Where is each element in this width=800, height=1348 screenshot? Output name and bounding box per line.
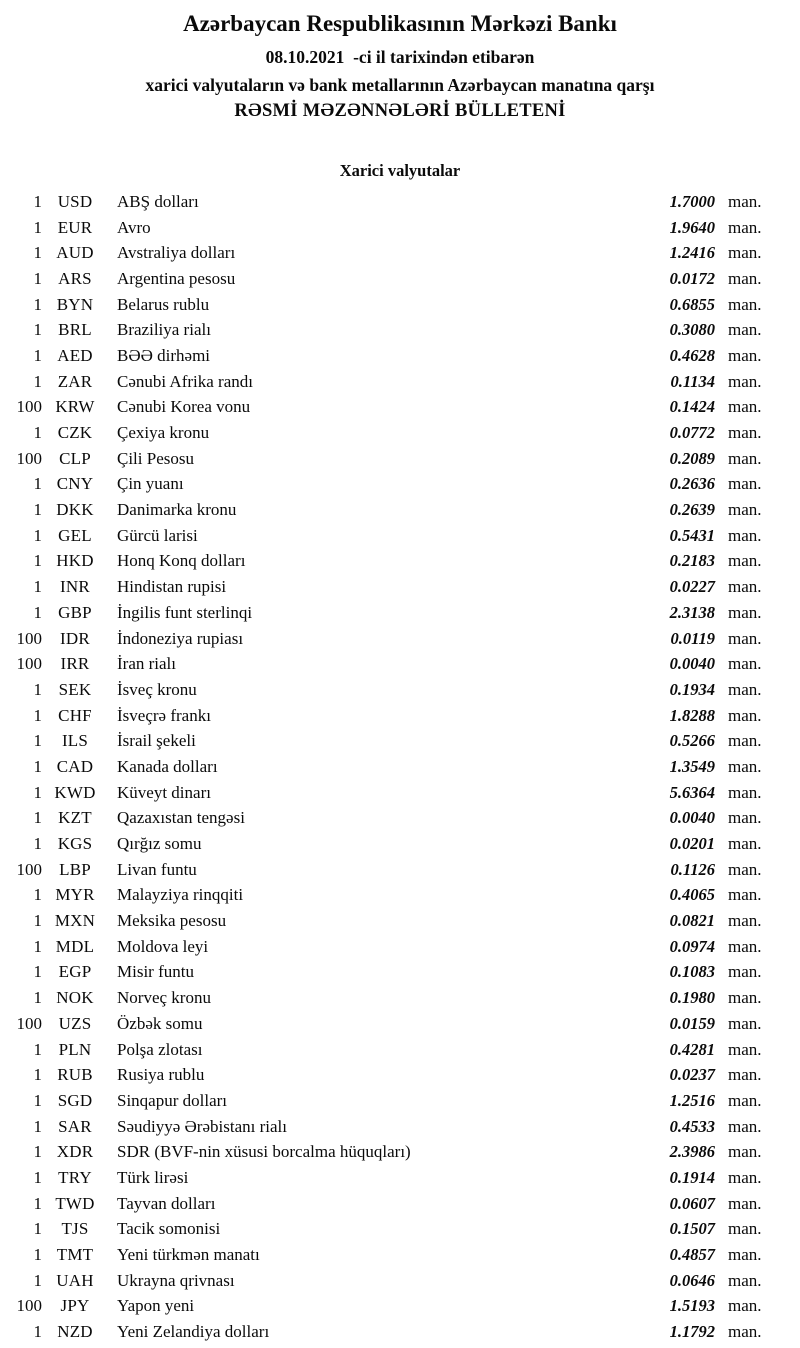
exchange-rate: 2.3986 bbox=[669, 1142, 715, 1162]
currency-code: CLP bbox=[59, 448, 91, 468]
quantity: 1 bbox=[33, 962, 42, 982]
quantity: 1 bbox=[33, 705, 42, 725]
currency-row bbox=[0, 857, 800, 883]
exchange-rate: 0.0646 bbox=[669, 1270, 715, 1290]
unit-label: man. bbox=[728, 602, 762, 622]
currency-name: İsrail şekeli bbox=[117, 731, 196, 751]
currency-row bbox=[0, 806, 800, 832]
currency-name: Cənubi Afrika randı bbox=[117, 371, 253, 391]
exchange-rate: 0.1083 bbox=[669, 962, 715, 982]
exchange-rate: 0.2089 bbox=[669, 448, 715, 468]
exchange-rate: 0.0772 bbox=[669, 423, 715, 443]
unit-label: man. bbox=[728, 448, 762, 468]
unit-label: man. bbox=[728, 705, 762, 725]
currency-name: Qazaxıstan tengəsi bbox=[117, 808, 245, 828]
currency-row bbox=[0, 1268, 800, 1294]
unit-label: man. bbox=[728, 551, 762, 571]
exchange-rate: 0.2636 bbox=[669, 474, 715, 494]
currency-name: İsveç kronu bbox=[117, 679, 197, 699]
currency-name: Çili Pesosu bbox=[117, 448, 194, 468]
unit-label: man. bbox=[728, 577, 762, 597]
currency-row bbox=[0, 446, 800, 472]
quantity: 1 bbox=[33, 988, 42, 1008]
unit-label: man. bbox=[728, 1245, 762, 1265]
currency-row bbox=[0, 985, 800, 1011]
currency-row bbox=[0, 343, 800, 369]
quantity: 1 bbox=[33, 1245, 42, 1265]
currency-code: TJS bbox=[61, 1219, 89, 1239]
unit-label: man. bbox=[728, 1322, 762, 1342]
currency-row bbox=[0, 472, 800, 498]
document-header bbox=[0, 0, 800, 123]
unit-label: man. bbox=[728, 628, 762, 648]
exchange-rate: 0.3080 bbox=[669, 320, 715, 340]
unit-label: man. bbox=[728, 808, 762, 828]
unit-label: man. bbox=[728, 654, 762, 674]
quantity: 1 bbox=[33, 1193, 42, 1213]
unit-label: man. bbox=[728, 423, 762, 443]
quantity: 1 bbox=[33, 1116, 42, 1136]
unit-label: man. bbox=[728, 1219, 762, 1239]
currency-name: Qırğız somu bbox=[117, 834, 202, 854]
quantity: 1 bbox=[33, 1090, 42, 1110]
unit-label: man. bbox=[728, 679, 762, 699]
quantity: 100 bbox=[16, 1296, 42, 1316]
currency-code: SAR bbox=[58, 1116, 92, 1136]
unit-label: man. bbox=[728, 1039, 762, 1059]
currency-code: BRL bbox=[58, 320, 92, 340]
currency-name: Yeni türkmən manatı bbox=[117, 1245, 260, 1265]
quantity: 1 bbox=[33, 191, 42, 211]
currency-name: Yeni Zelandiya dolları bbox=[117, 1322, 270, 1342]
currency-code: AUD bbox=[56, 243, 94, 263]
unit-label: man. bbox=[728, 731, 762, 751]
quantity: 1 bbox=[33, 885, 42, 905]
exchange-rate: 0.4281 bbox=[669, 1039, 715, 1059]
unit-label: man. bbox=[728, 1193, 762, 1213]
currency-code: DKK bbox=[56, 500, 94, 520]
currency-name: Türk lirəsi bbox=[117, 1167, 189, 1187]
currency-name: Yapon yeni bbox=[117, 1296, 195, 1316]
currency-row bbox=[0, 497, 800, 523]
quantity: 1 bbox=[33, 294, 42, 314]
currency-code: RUB bbox=[57, 1065, 93, 1085]
currency-name: Küveyt dinarı bbox=[117, 782, 211, 802]
exchange-rate: 0.0227 bbox=[669, 577, 715, 597]
currency-name: Polşa zlotası bbox=[117, 1039, 203, 1059]
currency-code: MDL bbox=[55, 936, 95, 956]
currency-name: Tacik somonisi bbox=[117, 1219, 221, 1239]
currency-row bbox=[0, 266, 800, 292]
currency-row bbox=[0, 1114, 800, 1140]
exchange-rate: 1.2416 bbox=[669, 243, 715, 263]
currency-name: Avro bbox=[117, 217, 151, 237]
exchange-rate: 5.6364 bbox=[669, 782, 715, 802]
quantity: 1 bbox=[33, 474, 42, 494]
unit-label: man. bbox=[728, 859, 762, 879]
quantity: 1 bbox=[33, 525, 42, 545]
section-title-foreign-currencies: Xarici valyutalar bbox=[339, 161, 461, 180]
currency-code: GBP bbox=[58, 602, 92, 622]
currency-code: MYR bbox=[55, 885, 95, 905]
unit-label: man. bbox=[728, 1065, 762, 1085]
unit-label: man. bbox=[728, 1013, 762, 1033]
exchange-rate: 0.1424 bbox=[669, 397, 715, 417]
currency-row bbox=[0, 1217, 800, 1243]
exchange-rate: 0.1980 bbox=[669, 988, 715, 1008]
exchange-rates-table bbox=[0, 189, 800, 1345]
currency-code: CHF bbox=[58, 705, 92, 725]
quantity: 1 bbox=[33, 217, 42, 237]
effective-date-line: 08.10.2021 -ci il tarixindən etibarən bbox=[265, 47, 535, 67]
currency-row bbox=[0, 651, 800, 677]
unit-label: man. bbox=[728, 217, 762, 237]
exchange-rate: 0.2183 bbox=[669, 551, 715, 571]
bulletin-title: RƏSMİ MƏZƏNNƏLƏRİ BÜLLETENİ bbox=[234, 101, 566, 121]
currency-name: Kanada dolları bbox=[117, 756, 218, 776]
currency-row bbox=[0, 703, 800, 729]
quantity: 1 bbox=[33, 808, 42, 828]
exchange-rate: 1.1792 bbox=[669, 1322, 715, 1342]
currency-code: AED bbox=[57, 345, 93, 365]
currency-row bbox=[0, 728, 800, 754]
currency-code: KGS bbox=[57, 834, 93, 854]
unit-label: man. bbox=[728, 474, 762, 494]
quantity: 100 bbox=[16, 397, 42, 417]
exchange-rate: 0.1134 bbox=[670, 371, 715, 391]
currency-code: EGP bbox=[58, 962, 92, 982]
currency-row bbox=[0, 1191, 800, 1217]
currency-row bbox=[0, 883, 800, 909]
currency-code: CZK bbox=[57, 423, 93, 443]
subject-line: xarici valyutaların və bank metallarının Azərbaycan manatına qarşı bbox=[145, 75, 655, 95]
currency-row bbox=[0, 1011, 800, 1037]
currency-name: İsveçrə frankı bbox=[117, 705, 211, 725]
currency-code: IRR bbox=[60, 654, 90, 674]
currency-code: MXN bbox=[54, 911, 96, 931]
unit-label: man. bbox=[728, 1142, 762, 1162]
exchange-rate: 0.1914 bbox=[669, 1167, 715, 1187]
unit-label: man. bbox=[728, 268, 762, 288]
quantity: 100 bbox=[16, 448, 42, 468]
currency-name: Tayvan dolları bbox=[117, 1193, 216, 1213]
currency-name: ABŞ dolları bbox=[117, 191, 199, 211]
unit-label: man. bbox=[728, 936, 762, 956]
currency-name: Belarus rublu bbox=[117, 294, 210, 314]
exchange-rate: 0.0159 bbox=[669, 1013, 715, 1033]
currency-name: BƏƏ dirhəmi bbox=[117, 345, 211, 365]
currency-name: Braziliya rialı bbox=[117, 320, 211, 340]
currency-code: XDR bbox=[56, 1142, 94, 1162]
quantity: 1 bbox=[33, 679, 42, 699]
exchange-rate: 0.4533 bbox=[669, 1116, 715, 1136]
currency-code: ILS bbox=[61, 731, 89, 751]
exchange-rate: 1.3549 bbox=[669, 756, 715, 776]
unit-label: man. bbox=[728, 345, 762, 365]
currency-row bbox=[0, 1319, 800, 1345]
unit-label: man. bbox=[728, 320, 762, 340]
currency-code: TRY bbox=[58, 1167, 92, 1187]
currency-row bbox=[0, 369, 800, 395]
currency-name: Norveç kronu bbox=[117, 988, 211, 1008]
currency-name: Moldova leyi bbox=[117, 936, 209, 956]
unit-label: man. bbox=[728, 500, 762, 520]
quantity: 1 bbox=[33, 602, 42, 622]
quantity: 1 bbox=[33, 1039, 42, 1059]
currency-name: Çexiya kronu bbox=[117, 423, 210, 443]
quantity: 1 bbox=[33, 243, 42, 263]
currency-code: BYN bbox=[56, 294, 94, 314]
unit-label: man. bbox=[728, 1116, 762, 1136]
exchange-rate: 1.9640 bbox=[669, 217, 715, 237]
unit-label: man. bbox=[728, 191, 762, 211]
currency-name: Danimarka kronu bbox=[117, 500, 237, 520]
quantity: 100 bbox=[16, 628, 42, 648]
quantity: 1 bbox=[33, 423, 42, 443]
exchange-rate: 0.0040 bbox=[669, 808, 715, 828]
quantity: 1 bbox=[33, 782, 42, 802]
currency-row bbox=[0, 292, 800, 318]
quantity: 100 bbox=[16, 859, 42, 879]
quantity: 1 bbox=[33, 756, 42, 776]
currency-name: İndoneziya rupiası bbox=[117, 628, 244, 648]
currency-code: INR bbox=[60, 577, 90, 597]
quantity: 1 bbox=[33, 1219, 42, 1239]
currency-row bbox=[0, 574, 800, 600]
currency-code: SGD bbox=[57, 1090, 93, 1110]
currency-row bbox=[0, 1139, 800, 1165]
exchange-rate: 0.4857 bbox=[669, 1245, 715, 1265]
currency-code: HKD bbox=[56, 551, 94, 571]
currency-name: Çin yuanı bbox=[117, 474, 184, 494]
exchange-rate: 2.3138 bbox=[669, 602, 715, 622]
currency-row bbox=[0, 1088, 800, 1114]
exchange-rate: 0.5266 bbox=[669, 731, 715, 751]
unit-label: man. bbox=[728, 294, 762, 314]
currency-code: JPY bbox=[60, 1296, 90, 1316]
currency-row bbox=[0, 908, 800, 934]
exchange-rate: 0.1934 bbox=[669, 679, 715, 699]
currency-name: Argentina pesosu bbox=[117, 268, 236, 288]
exchange-rate: 0.0237 bbox=[669, 1065, 715, 1085]
currency-row bbox=[0, 1165, 800, 1191]
currency-row bbox=[0, 1062, 800, 1088]
currency-name: Misir funtu bbox=[117, 962, 194, 982]
exchange-rate: 0.4628 bbox=[669, 345, 715, 365]
currency-row bbox=[0, 215, 800, 241]
currency-code: TMT bbox=[56, 1245, 94, 1265]
exchange-rate: 1.8288 bbox=[669, 705, 715, 725]
quantity: 100 bbox=[16, 1013, 42, 1033]
exchange-rate: 0.2639 bbox=[669, 500, 715, 520]
unit-label: man. bbox=[728, 1296, 762, 1316]
quantity: 1 bbox=[33, 500, 42, 520]
currency-row bbox=[0, 626, 800, 652]
exchange-rate: 0.0974 bbox=[669, 936, 715, 956]
currency-name: İngilis funt sterlinqi bbox=[117, 602, 253, 622]
currency-row bbox=[0, 960, 800, 986]
currency-row bbox=[0, 420, 800, 446]
unit-label: man. bbox=[728, 885, 762, 905]
quantity: 1 bbox=[33, 268, 42, 288]
quantity: 1 bbox=[33, 834, 42, 854]
currency-code: UAH bbox=[56, 1270, 94, 1290]
currency-row bbox=[0, 395, 800, 421]
unit-label: man. bbox=[728, 911, 762, 931]
currency-code: SEK bbox=[58, 679, 92, 699]
exchange-rate: 0.1126 bbox=[670, 859, 715, 879]
quantity: 1 bbox=[33, 577, 42, 597]
currency-row bbox=[0, 831, 800, 857]
quantity: 1 bbox=[33, 1167, 42, 1187]
quantity: 1 bbox=[33, 1270, 42, 1290]
quantity: 1 bbox=[33, 1322, 42, 1342]
quantity: 1 bbox=[33, 551, 42, 571]
quantity: 1 bbox=[33, 1142, 42, 1162]
currency-name: Ukrayna qrivnası bbox=[117, 1270, 235, 1290]
currency-name: Gürcü larisi bbox=[117, 525, 198, 545]
currency-name: Səudiyyə Ərəbistanı rialı bbox=[117, 1116, 287, 1136]
currency-name: Hindistan rupisi bbox=[117, 577, 227, 597]
exchange-rate: 0.0821 bbox=[669, 911, 715, 931]
quantity: 1 bbox=[33, 1065, 42, 1085]
quantity: 1 bbox=[33, 911, 42, 931]
currency-code: ARS bbox=[58, 268, 92, 288]
exchange-rate: 0.0607 bbox=[669, 1193, 715, 1213]
quantity: 1 bbox=[33, 936, 42, 956]
currency-row bbox=[0, 523, 800, 549]
currency-row bbox=[0, 677, 800, 703]
unit-label: man. bbox=[728, 371, 762, 391]
currency-name: Livan funtu bbox=[117, 859, 197, 879]
unit-label: man. bbox=[728, 756, 762, 776]
unit-label: man. bbox=[728, 988, 762, 1008]
currency-name: Özbək somu bbox=[117, 1013, 203, 1033]
currency-name: İran rialı bbox=[117, 654, 176, 674]
unit-label: man. bbox=[728, 834, 762, 854]
quantity: 100 bbox=[16, 654, 42, 674]
currency-row bbox=[0, 934, 800, 960]
quantity: 1 bbox=[33, 320, 42, 340]
currency-name: Avstraliya dolları bbox=[117, 243, 236, 263]
exchange-rate: 1.5193 bbox=[669, 1296, 715, 1316]
currency-row bbox=[0, 549, 800, 575]
unit-label: man. bbox=[728, 397, 762, 417]
currency-name: Rusiya rublu bbox=[117, 1065, 205, 1085]
unit-label: man. bbox=[728, 1167, 762, 1187]
currency-row bbox=[0, 189, 800, 215]
currency-row bbox=[0, 600, 800, 626]
currency-code: NOK bbox=[56, 988, 94, 1008]
unit-label: man. bbox=[728, 1270, 762, 1290]
quantity: 1 bbox=[33, 345, 42, 365]
exchange-rate: 0.0172 bbox=[669, 268, 715, 288]
quantity: 1 bbox=[33, 371, 42, 391]
exchange-rate: 0.1507 bbox=[669, 1219, 715, 1239]
currency-row bbox=[0, 240, 800, 266]
exchange-rate: 0.0201 bbox=[669, 834, 715, 854]
currency-code: LBP bbox=[59, 859, 91, 879]
unit-label: man. bbox=[728, 525, 762, 545]
exchange-rate: 1.2516 bbox=[669, 1090, 715, 1110]
currency-code: PLN bbox=[58, 1039, 92, 1059]
currency-row bbox=[0, 754, 800, 780]
currency-name: Meksika pesosu bbox=[117, 911, 227, 931]
currency-code: KWD bbox=[54, 782, 96, 802]
unit-label: man. bbox=[728, 962, 762, 982]
currency-row bbox=[0, 317, 800, 343]
currency-name: Honq Konq dolları bbox=[117, 551, 246, 571]
currency-code: IDR bbox=[60, 628, 90, 648]
currency-code: KRW bbox=[55, 397, 95, 417]
currency-code: NZD bbox=[57, 1322, 93, 1342]
currency-row bbox=[0, 1242, 800, 1268]
currency-row bbox=[0, 780, 800, 806]
currency-code: EUR bbox=[57, 217, 93, 237]
currency-code: GEL bbox=[58, 525, 92, 545]
currency-name: Sinqapur dolları bbox=[117, 1090, 228, 1110]
currency-code: CNY bbox=[56, 474, 94, 494]
unit-label: man. bbox=[728, 243, 762, 263]
currency-name: Malayziya rinqqiti bbox=[117, 885, 244, 905]
currency-code: TWD bbox=[55, 1193, 95, 1213]
currency-code: UZS bbox=[58, 1013, 92, 1033]
currency-row bbox=[0, 1037, 800, 1063]
quantity: 1 bbox=[33, 731, 42, 751]
exchange-rate: 0.6855 bbox=[669, 294, 715, 314]
unit-label: man. bbox=[728, 782, 762, 802]
currency-name: SDR (BVF-nin xüsusi borcalma hüquqları) bbox=[117, 1142, 411, 1162]
unit-label: man. bbox=[728, 1090, 762, 1110]
currency-code: USD bbox=[57, 191, 93, 211]
bank-title: Azərbaycan Respublikasının Mərkəzi Bankı bbox=[183, 11, 617, 36]
exchange-rate: 0.0040 bbox=[669, 654, 715, 674]
currency-code: KZT bbox=[58, 808, 92, 828]
exchange-rate: 1.7000 bbox=[669, 191, 715, 211]
currency-code: ZAR bbox=[57, 371, 93, 391]
currency-name: Cənubi Korea vonu bbox=[117, 397, 251, 417]
currency-code: CAD bbox=[56, 756, 94, 776]
currency-row bbox=[0, 1294, 800, 1320]
exchange-rate: 0.0119 bbox=[670, 628, 715, 648]
exchange-rate: 0.5431 bbox=[669, 525, 715, 545]
exchange-rate: 0.4065 bbox=[669, 885, 715, 905]
